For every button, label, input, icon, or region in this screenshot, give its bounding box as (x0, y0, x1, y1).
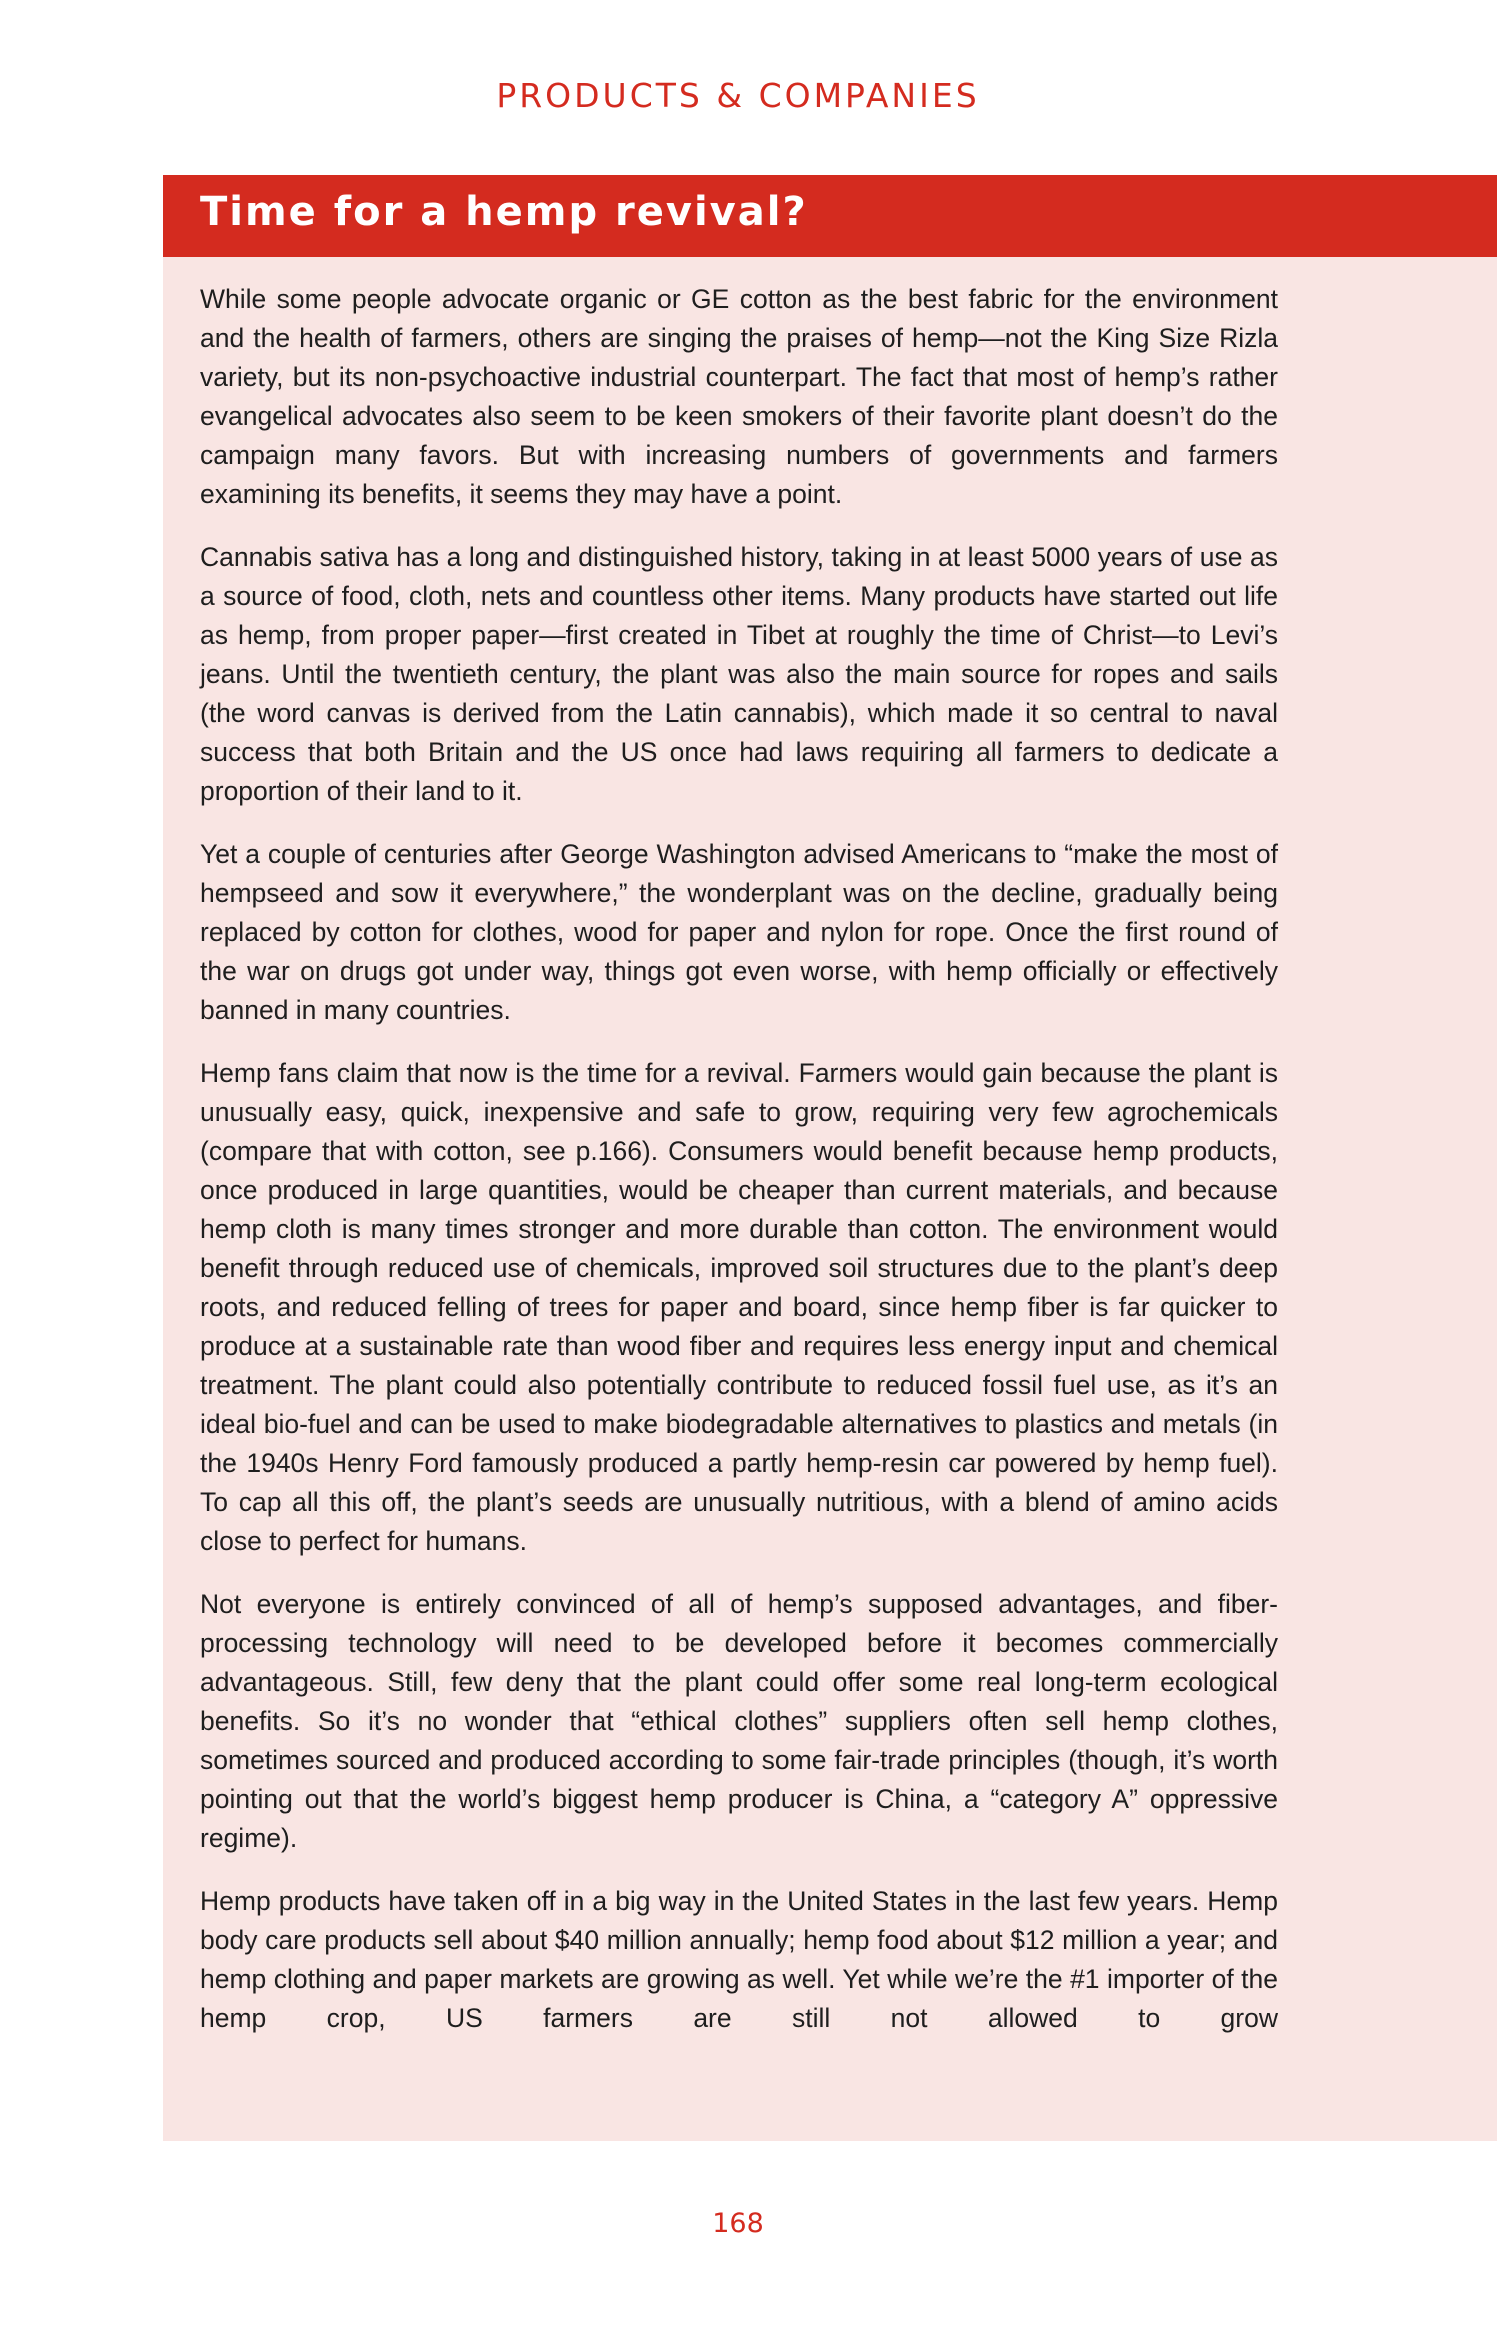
box-body (200, 280, 1278, 2062)
paragraph-5: Not everyone is entirely convinced of all of hemp’s supposed advantages, and fiber-processing technology will need to be developed before it becomes commercially advantageous. Still, few deny that the plant could offer some real long-term ecological benefits. So it’s no wonder that “ethical clothes” suppliers often sell hemp clothes, sometimes sourced and produced according to some fair-trade principles (though, it’s worth pointing out that the world’s biggest hemp producer is China, a “category A” oppressive regime). (200, 1589, 1278, 1853)
page-number: 168 (712, 2208, 764, 2239)
box-title: Time for a hemp revival? (200, 189, 808, 235)
sidebar-box (163, 175, 1497, 2141)
paragraph-4: Hemp fans claim that now is the time for a revival. Farmers would gain because the plant is unusually easy, quick, inexpensive and safe to grow, requiring very few agrochemicals (compare that with cotton, see p.166). Consumers would benefit because hemp products, once produced in large quantities, would be cheaper than current materials, and because hemp cloth is many times stronger and more durable than cotton. The environment would benefit through reduced use of chemicals, improved soil structures due to the plant’s deep roots, and reduced felling of trees for paper and board, since hemp fiber is far quicker to produce at a sustainable rate than wood fiber and requires less energy input and chemical treatment. The plant could also potentially contribute to reduced fossil fuel use, as it’s an ideal bio-fuel and can be used to make biodegradable alternatives to plastics and metals (in the 1940s Henry Ford famously produced a partly hemp-resin car powered by hemp fuel). To cap all this off, the plant’s seeds are unusually nutritious, with a blend of amino acids close to perfect for humans. (200, 1058, 1278, 1556)
section-header: PRODUCTS & COMPANIES (496, 76, 980, 115)
paragraph-6: Hemp products have taken off in a big way in the United States in the last few years. Hemp body care products sell about $40 million annually; hemp food about $12 million a year; and hemp clothing and paper markets are growing as well. Yet while we’re the #1 importer of the hemp crop, US farmers are still not allowed to grow (200, 1886, 1278, 2033)
paragraph-3: Yet a couple of centuries after George Washington advised Americans to “make the most of hempseed and sow it everywhere,” the wonderplant was on the decline, gradually being replaced by cotton for clothes, wood for paper and nylon for rope. Once the first round of the war on drugs got under way, things got even worse, with hemp officially or effectively banned in many countries. (200, 839, 1278, 1025)
box-title-bar (163, 175, 1497, 257)
paragraph-1: While some people advocate organic or GE cotton as the best fabric for the environment and the health of farmers, others are singing the praises of hemp—not the King Size Rizla variety, but its non-psychoactive industrial counterpart. The fact that most of hemp’s rather evangelical advocates also seem to be keen smokers of their favorite plant doesn’t do the campaign many favors. But with increasing numbers of governments and farmers examining its benefits, it seems they may have a point. (200, 284, 1278, 509)
paragraph-2: Cannabis sativa has a long and distinguished history, taking in at least 5000 years of use as a source of food, cloth, nets and countless other items. Many products have started out life as hemp, from proper paper—first created in Tibet at roughly the time of Christ—to Levi’s jeans. Until the twentieth century, the plant was also the main source for ropes and sails (the word canvas is derived from the Latin cannabis), which made it so central to naval success that both Britain and the US once had laws requiring all farmers to dedicate a proportion of their land to it. (200, 542, 1278, 806)
